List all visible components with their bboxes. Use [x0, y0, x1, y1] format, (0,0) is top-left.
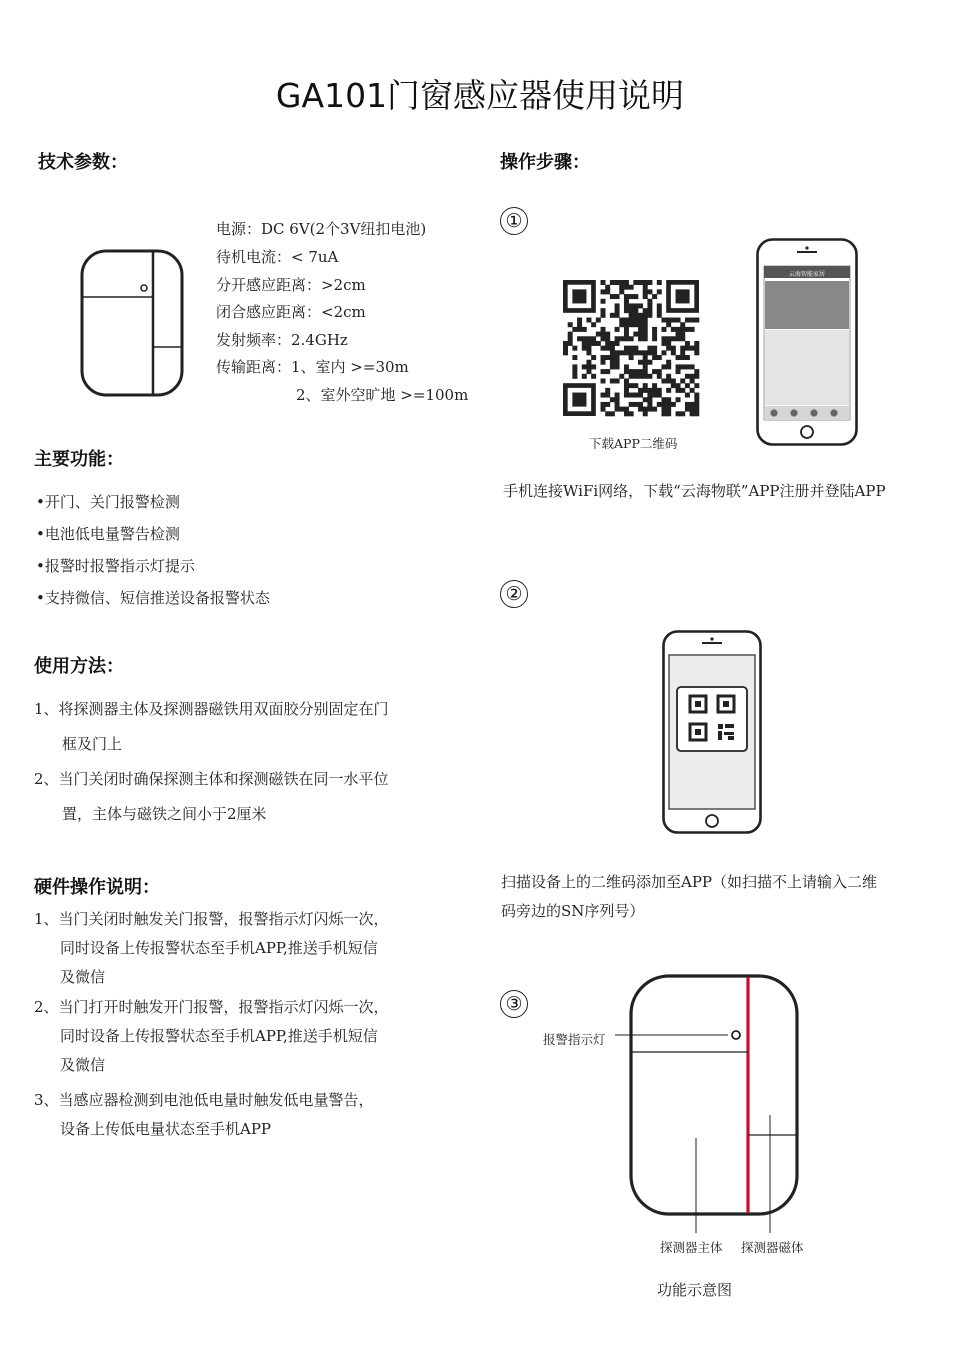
function-item: •报警时报警指示灯提示 — [36, 557, 195, 575]
diagram-caption: 功能示意图 — [657, 1281, 733, 1299]
hardware-line: 1、当门关闭时触发关门报警，报警指示灯闪烁一次， — [34, 910, 389, 928]
spec-open-distance: 分开感应距离：>2cm — [216, 276, 366, 294]
hardware-line: 设备上传低电量状态至手机APP — [60, 1120, 272, 1138]
label-indicator-light: 报警指示灯 — [543, 1032, 606, 1047]
spec-standby-current: 待机电流：< 7uA — [216, 248, 339, 266]
usage-line: 1、将探测器主体及探测器磁铁用双面胶分别固定在门 — [34, 700, 389, 718]
spec-frequency: 发射频率：2.4GHz — [216, 331, 348, 349]
spec-range-indoor: 传输距离：1、室内 >=30m — [216, 358, 409, 376]
hardware-line: 同时设备上传报警状态至手机APP,推送手机短信 — [60, 1027, 378, 1045]
step-2-number: ② — [500, 580, 528, 608]
usage-line: 2、当门关闭时确保探测主体和探测磁铁在同一水平位 — [34, 770, 389, 788]
function-item: •开门、关门报警检测 — [36, 493, 180, 511]
steps-heading: 操作步骤： — [500, 152, 590, 173]
sensor-illustration — [80, 249, 185, 397]
usage-line: 置，主体与磁铁之间小于2厘米 — [62, 805, 267, 823]
step-2-text-line-1: 扫描设备上的二维码添加至APP（如扫描不上请输入二维 — [501, 873, 878, 891]
page-title: GA101门窗感应器使用说明 — [275, 76, 685, 115]
hardware-line: 同时设备上传报警状态至手机APP,推送手机短信 — [60, 939, 378, 957]
usage-heading: 使用方法： — [34, 656, 124, 677]
step-1-number: ① — [500, 207, 528, 235]
function-item: •电池低电量警告检测 — [36, 525, 180, 543]
step-2-text-line-2: 码旁边的SN序列号） — [501, 902, 645, 920]
function-item: •支持微信、短信推送设备报警状态 — [36, 589, 270, 607]
spec-power: 电源：DC 6V(2个3V纽扣电池) — [216, 220, 427, 238]
step-1-text: 手机连接WiFi网络，下载“云海物联”APP注册并登陆APP — [503, 482, 886, 500]
functions-heading: 主要功能： — [34, 449, 124, 470]
phone-scan-illustration — [662, 630, 762, 834]
hardware-heading: 硬件操作说明： — [34, 877, 160, 898]
usage-line: 框及门上 — [62, 735, 123, 753]
sensor-function-diagram — [600, 970, 810, 1220]
label-detector-magnet: 探测器磁体 — [741, 1240, 804, 1255]
phone-screen-title: 云海智能家居 — [788, 271, 825, 278]
label-detector-main: 探测器主体 — [660, 1240, 723, 1255]
qr-caption: 下载APP二维码 — [589, 436, 678, 451]
spec-range-outdoor: 2、室外空旷地 >=100m — [296, 386, 469, 404]
app-download-qr-code[interactable] — [563, 280, 699, 416]
hardware-line: 及微信 — [60, 968, 106, 986]
hardware-line: 3、当感应器检测到电池低电量时触发低电量警告， — [34, 1091, 374, 1109]
hardware-line: 及微信 — [60, 1056, 106, 1074]
spec-close-distance: 闭合感应距离：<2cm — [216, 303, 366, 321]
hardware-line: 2、当门打开时触发开门报警，报警指示灯闪烁一次， — [34, 998, 389, 1016]
step-3-number: ③ — [500, 990, 528, 1018]
specs-heading: 技术参数： — [38, 152, 128, 173]
